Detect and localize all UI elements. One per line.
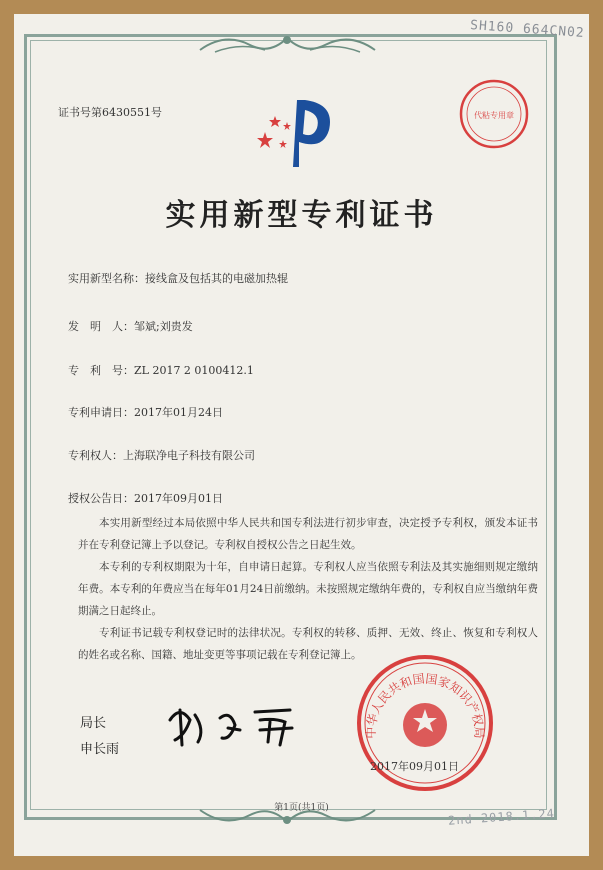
body-paragraph-2: 本专利的专利权期限为十年，自申请日起算。专利权人应当依照专利法及其实施细则规定缴纳年费。本专利的年费应当在每年01月24日前缴纳。未按照规定缴纳年费的，专利权自应当缴纳年费期满之日起终止。: [78, 561, 538, 617]
patentee-label: 专利权人：: [68, 449, 123, 462]
filing-date-value: 2017年01月24日: [134, 406, 223, 419]
certificate-body: [78, 512, 538, 666]
announcement-date-row: [68, 490, 223, 506]
cnipa-logo-icon: [255, 92, 345, 172]
patentee-row: [68, 447, 255, 463]
certificate-title: 实用新型专利证书: [165, 198, 438, 233]
big-seal-text: 中华人民共和国国家知识产权局: [363, 671, 487, 739]
handwritten-note-top: SH160 664CN02: [469, 18, 586, 41]
small-red-seal-icon: [458, 78, 530, 150]
inventor-row: [68, 318, 193, 334]
patent-number-row: [68, 362, 254, 378]
inventor-label: 发 明 人：: [68, 320, 134, 333]
utility-model-name-row: [68, 270, 288, 286]
name-value: 接线盒及包括其的电磁加热辊: [145, 272, 288, 285]
patentee-value: 上海联净电子科技有限公司: [123, 449, 255, 462]
director-signature-icon: [160, 700, 310, 750]
handwritten-note-bottom: 2nd 2018.1.24: [447, 806, 556, 828]
patent-number-label: 专 利 号：: [68, 364, 134, 377]
director-name: 申长雨: [80, 742, 120, 757]
announcement-date-label: 授权公告日：: [68, 492, 134, 505]
body-paragraph-1: 本实用新型经过本局依照中华人民共和国专利法进行初步审查，决定授予专利权，颁发本证书并在专利登记簿上予以登记。专利权自授权公告之日起生效。: [78, 517, 538, 551]
top-ornament-icon: [195, 30, 380, 60]
inventor-value: 邹斌;刘贵发: [134, 320, 193, 333]
page-number: 第1页(共1页): [274, 803, 329, 813]
director-title: 局长: [80, 716, 107, 731]
patent-number-value: ZL 2017 2 0100412.1: [134, 364, 254, 377]
small-seal-text: 代粘专用章: [474, 111, 514, 120]
grant-date: 2017年09月01日: [370, 760, 459, 773]
filing-date-row: [68, 404, 223, 420]
certificate-number: 证书号第6430551号: [58, 106, 162, 119]
name-label: 实用新型名称：: [68, 272, 145, 285]
filing-date-label: 专利申请日：: [68, 406, 134, 419]
announcement-date-value: 2017年09月01日: [134, 492, 223, 505]
body-paragraph-3: 专利证书记载专利权登记时的法律状况。专利权的转移、质押、无效、终止、恢复和专利权人的姓名或名称、国籍、地址变更等事项记载在专利登记簿上。: [78, 627, 538, 661]
